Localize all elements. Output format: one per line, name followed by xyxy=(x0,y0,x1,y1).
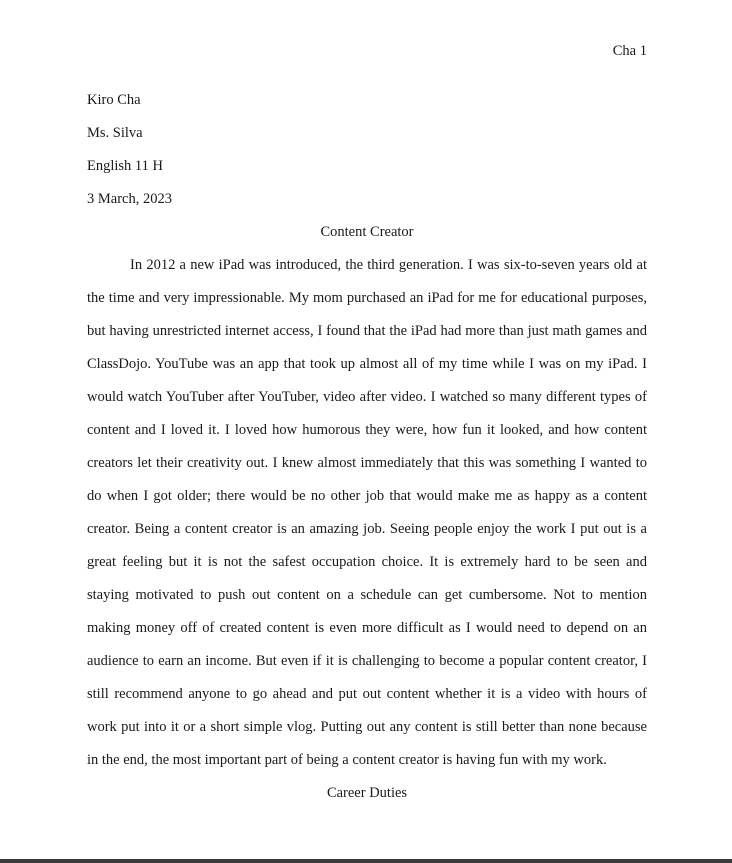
course-name: English 11 H xyxy=(87,158,163,174)
document-body xyxy=(87,84,647,810)
section-heading: Career Duties xyxy=(326,785,408,801)
date-line: 3 March, 2023 xyxy=(87,191,172,207)
page-header: Cha 1 xyxy=(612,43,647,59)
paper-title: Content Creator xyxy=(320,224,414,240)
author-name: Kiro Cha xyxy=(87,92,141,108)
instructor-name: Ms. Silva xyxy=(87,125,143,141)
body-paragraph: In 2012 a new iPad was introduced, the third generation. I was six-to-seven years old at the time and very impressionable. My mom purchased an iPad for me for educational purposes, but having unrestricted internet access, I found that the iPad had more than just math games and ClassDojo. YouTube was an app that took up almost all of my time while I was on my iPad. I would watch YouTuber after YouTuber, video after video. I watched so many different types of content and I loved it. I loved how humorous they were, how fun it looked, and how content creators let their creativity out. I knew almost immediately that this was something I wanted to do when I got older; there would be no other job that would make me as happy as a content creator. Being a content creator is an amazing job. Seeing people enjoy the work I put out is a great feeling but it is not the safest occupation choice. It is extremely hard to be seen and staying motivated to push out content on a schedule can get cumbersome. Not to mention making money off of created content is even more difficult as I would need to depend on an audience to earn an income. But even if it is challenging to become a popular content creator, I still recommend anyone to go ahead and put out content whether it is a video with hours of work put into it or a short simple vlog. Putting out any content is still better than none because in the end, the most important part of being a content creator is having fun with my work. xyxy=(87,257,647,768)
page-bottom-border xyxy=(0,859,732,863)
